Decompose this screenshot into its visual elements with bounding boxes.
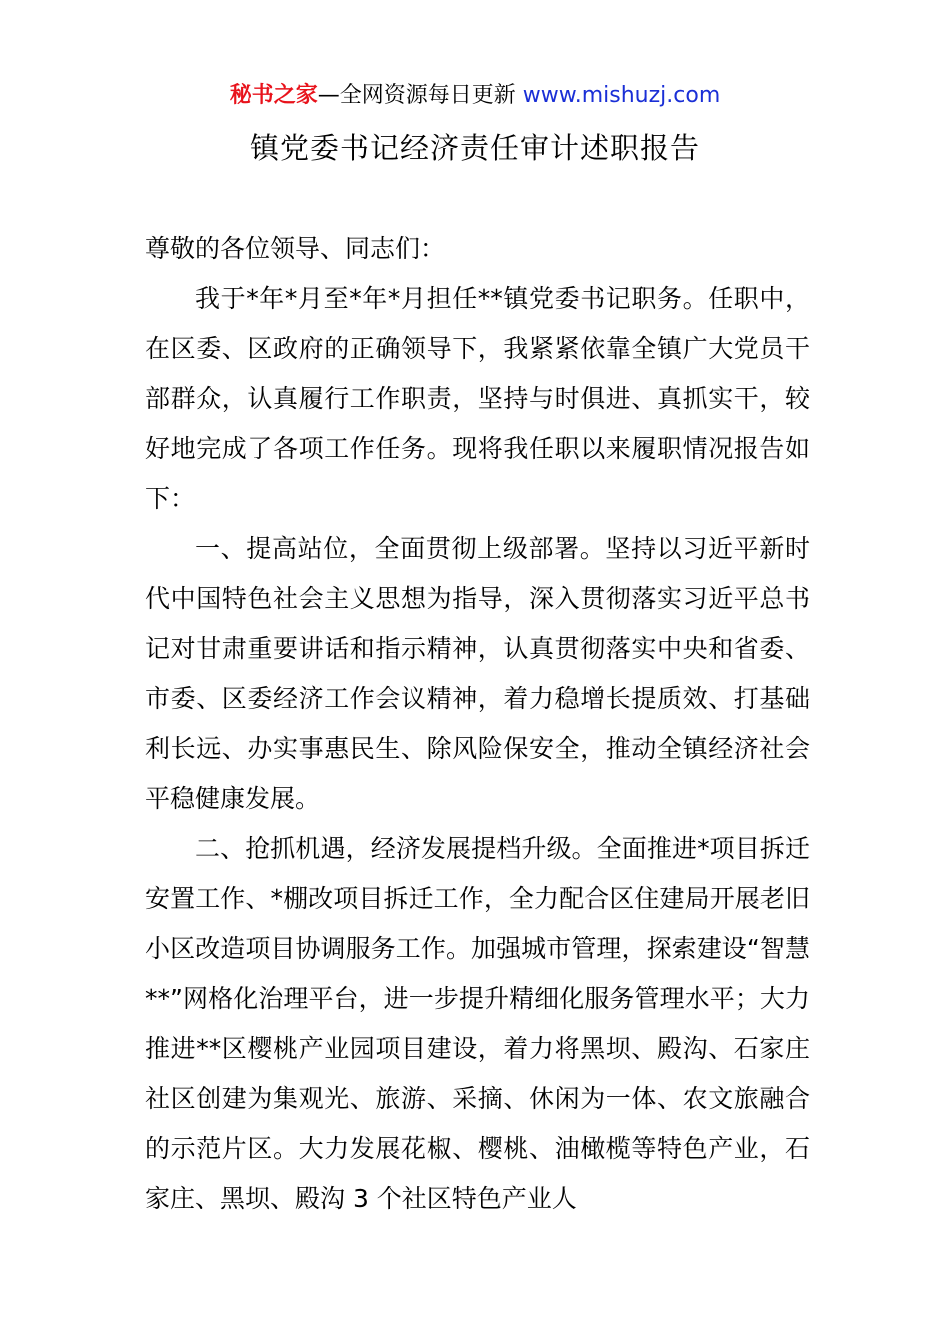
site-url-link[interactable]: www.mishuzj.com — [522, 83, 721, 108]
site-header — [0, 80, 950, 112]
document-title: 镇党委书记经济责任审计述职报告 — [249, 131, 700, 165]
salutation: 尊敬的各位领导、同志们： — [145, 234, 446, 263]
document-body — [145, 224, 810, 1224]
header-tagline: —全网资源每日更新 — [317, 83, 516, 108]
paragraph-section-1: 一、提高站位，全面贯彻上级部署。坚持以习近平新时代中国特色社会主义思想为指导，深入贯彻落实习近平总书记对甘肃重要讲话和指示精神，认真贯彻落实中央和省委、市委、区委经济工作会议精神，着力稳增长提质效、打基础利长远、办实事惠民生、除风险保安全，推动全镇经济社会平稳健康发展。 — [145, 534, 810, 813]
paragraph-section-2: 二、抢抓机遇，经济发展提档升级。全面推进*项目拆迁安置工作、*棚改项目拆迁工作，全力配合区住建局开展老旧小区改造项目协调服务工作。加强城市管理，探索建设“智慧**”网格化治理平台，进一步提升精细化服务管理水平；大力推进**区樱桃产业园项目建设，着力将黑坝、殿沟、石家庄社区创建为集观光、旅游、采摘、休闲为一体、农文旅融合的示范片区。大力发展花椒、樱桃、油橄榄等特色产业，石家庄、黑坝、殿沟 3 个社区特色产业人 — [145, 834, 810, 1213]
brand-name: 秘书之家 — [229, 83, 318, 108]
paragraph-intro: 我于*年*月至*年*月担任**镇党委书记职务。任职中，在区委、区政府的正确领导下，我紧紧依靠全镇广大党员干部群众，认真履行工作职责，坚持与时俱进、真抓实干，较好地完成了各项工作任务。现将我任职以来履职情况报告如下： — [145, 284, 810, 513]
